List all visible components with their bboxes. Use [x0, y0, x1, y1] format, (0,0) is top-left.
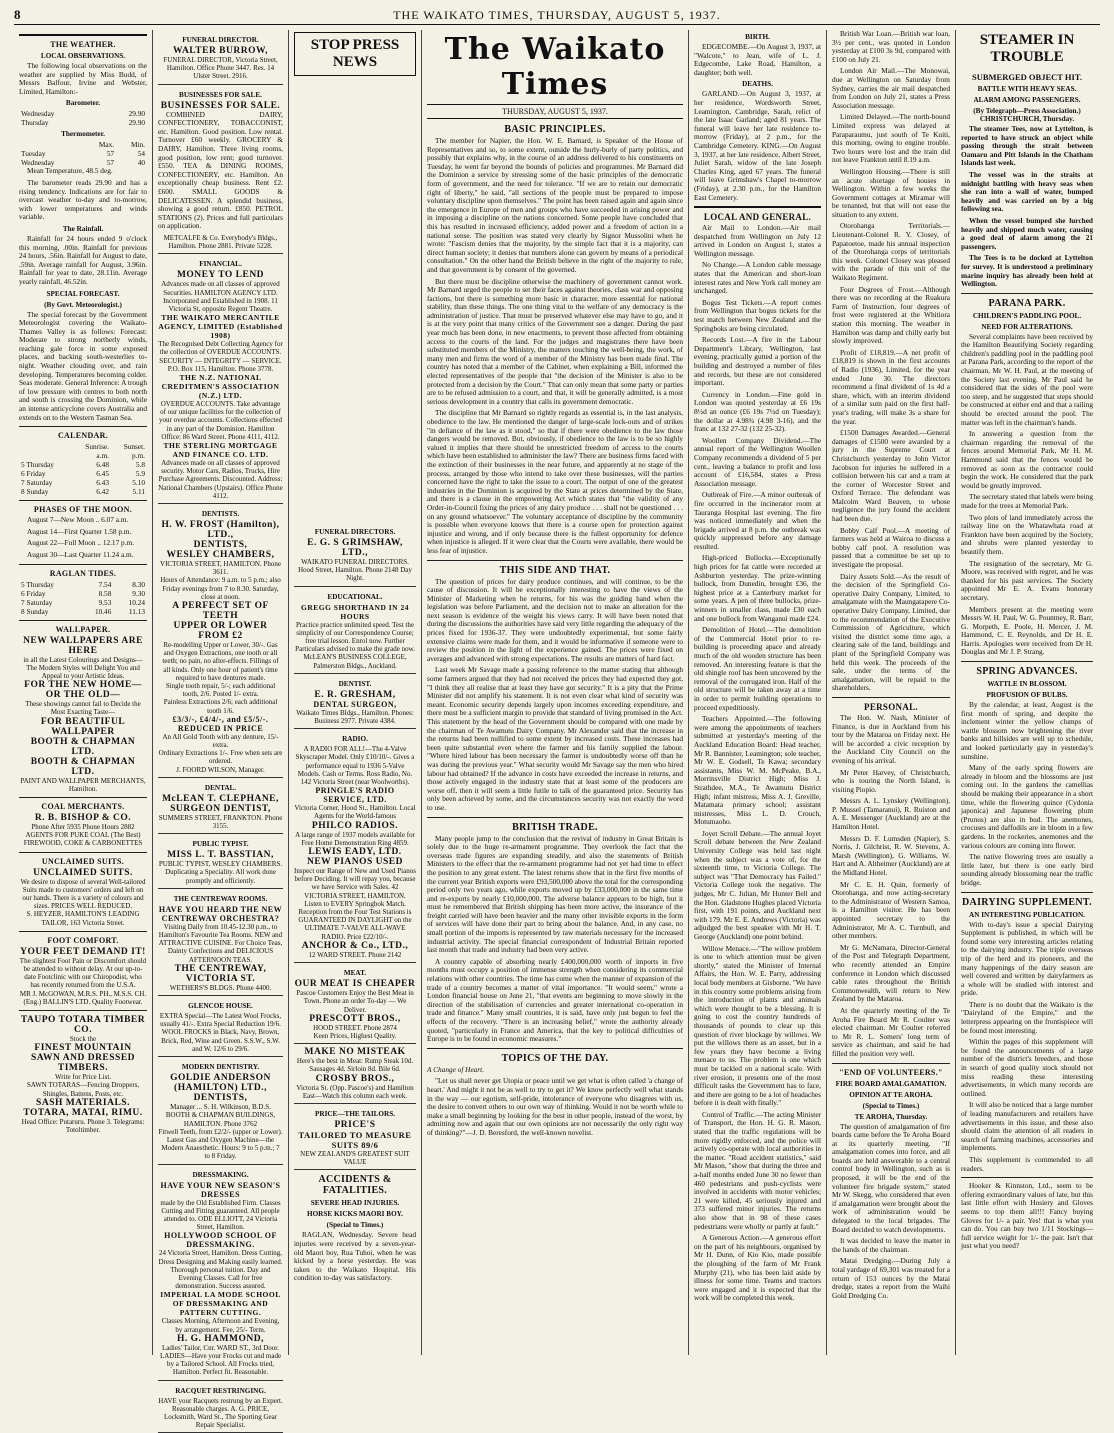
timber-line: FINEST MOUNTAIN SAWN AND DRESSED TIMBERS. — [30, 1043, 136, 1074]
table-row: 7 Saturday 9.53 10.24 — [21, 597, 145, 607]
news-item: Mr Peter Harvey, of Christchurch, who is touring the North Island, is visiting Piopio. — [832, 767, 950, 794]
accidents-heading: ACCIDENTS & FATALITIES. — [318, 1174, 392, 1197]
steamer-sub: BATTLE WITH HEAVY SEAS. — [977, 85, 1077, 93]
personal-heading: PERSONAL. — [864, 701, 918, 712]
news-item: Mr G. McNamara, Director-General of the Post and Telegraph Department, who recently attended an Empire conference in London which discussed cable rates throughout the British Commonwealth, will return to New Zealand by the Mataroa. — [832, 942, 950, 1004]
news-item: The native flowering trees are usually a little later, but there is one early bird sounding already blossoming near the traffic bridge. — [961, 852, 1093, 887]
wallpaper-title: NEW WALLPAPERS ARE HERE — [23, 635, 143, 656]
news-item: Bogus Test Tickets.—A report comes from Wellington that bogus tickets for the test match between New Zealand and the Springboks are being circulated. — [694, 297, 821, 333]
birth-heading: BIRTH. — [745, 33, 770, 41]
wallpaper-body: in all the Latest Colourings and Designs—The Modern Styles will Delight You and Appeal to your Artistic Ideas. — [23, 655, 143, 680]
calendar-table — [19, 442, 147, 496]
timber-line: Stock the — [69, 1035, 97, 1044]
spring-heading: SPRING ADVANCES. — [976, 666, 1078, 678]
news-item: Air Mail to London.—Air mail despatched from Wellington on July 12 arrived in London on August 1, states a Wellington message. — [694, 223, 821, 258]
news-item: Demolition of Hotel.—The demolition of the Commercial Hotel prior to re-building is proceeding apace and already much of the old wooden structure has been removed. An interesting feature is that the old shingle roof has been uncovered by the removal of the corrugated iron. Half of the old structure will be taken away at a time in order to permit building operations to proceed expeditiously. — [694, 625, 821, 712]
foot-heading: FOOT COMFORT. — [47, 935, 119, 945]
news-item: In answering a question from the chairman regarding the removal of the fences around Memorial Park, Mr H. M. Hammond said that the fences would be removed as soon as the contractor could begin the work. He considered that the park would be greatly improved. — [961, 429, 1093, 490]
coal-heading: COAL MERCHANTS. — [41, 802, 125, 812]
news-item: Members present at the meeting were Messrs W. H. Paul, W. G. Pountney, R. Barr, G. Morpeth, E. Poole, H. Mercer, J. M. Hammond, C. E. Reynolds, and Dr H. E. Harris. Apologies were received from Dr H. Douglas and Mr J. P. Strang. — [961, 604, 1093, 657]
leader-paragraph: But there must be discipline otherwise the machinery of government cannot work. Mr Barnard urged the people to set their faces against theories, class war and opposing factions, but there is something more basic in character, more essential for national stability, than these things. The one thing vital to the welfare of any democracy is the administration of justice. That must be preserved whatever else may have to go, and it is at the very point that many critics of the Government see a danger. During the past year much has been done, in new enactments, to prevent those affected from obtaining access to the courts of the land. For the judges and magistrates there have been substituted members of the Ministry, the matters touching the well-being, the work, of many men and firms the word of a member of the Ministry has been made final. The country has noted that a member of the Cabinet, when explaining a Bill, informed the elected representatives of the people that "the decision of the Minister is also to be protected from a decision by the Court." That can only mean that some party or parties are to be refused admission to a court, and that, it will be generally admitted, is a most serious development in a country that calls its government democratic. — [427, 276, 683, 406]
steamer-sub: ALARM AMONG PASSENGERS. — [973, 96, 1081, 104]
accidents-sub: SEVERE HEAD INJURIES. — [310, 1199, 400, 1208]
column-3 — [289, 30, 422, 1355]
news-item: £1500 Damages Awarded.—General damages of £1500 were awarded by a jury in the Supreme Court at Christchurch yesterday to John Victor Jacobson for injuries he suffered in a collision between his car and a tram at the corner of Worcester Street and Oxford Terrace. The defendant was Malcolm Ward Beaven, to whose negligence the jury found the accident had been due. — [832, 428, 950, 524]
suits-body: We desire to dispose of several Well-tailored Suits made to customers' orders and left on our hands. There is a variety of colours and sizes. PRICES WELL REDUCED. — [20, 877, 146, 911]
timber-title: TAUPO TOTARA TIMBER CO. — [20, 1015, 146, 1036]
tailor-ad: PRICE—THE TAILORS. PRICE'S TAILORED TO MEASURE SUITS 89/6 NEW ZEALAND'S GREATEST SUIT VALUE — [294, 1104, 416, 1170]
accidents-by: (Special to Times.) — [326, 1221, 384, 1230]
news-item: Bobby Calf Pool.—A meeting of farmers was held at Wairoa to discuss a bobby calf pool. A resolution was passed that a committee be set up to investigate the proposal. — [832, 525, 950, 570]
financial-ad: FINANCIAL. MONEY TO LEND Advances made on all classes of approved Securities. HAMILTON AGENCY LTD. Incorporated and Established in 1908. 11 Victoria St, opposite Regent Theatre. THE WAIKATO MERCANTILE AGENCY, LIMITED (Established 1908) The Recognised Debt Collecting Agency for the collection of OVERDUE ACCOUNTS. SECURITY — INTEGRITY — SERVICE. P.O. Box 115, Hamilton. Phone 3778. THE N.Z. NATIONAL CREDITMEN'S ASSOCIATION (N.Z.) LTD. OVERDUE ACCOUNTS. Take advantage of our unique facilities for the collection of your overdue accounts. Collections effected in any part of the Dominion. Hamilton Office: 86 Ward Street. Phone 4111, 4112. THE STERLING MORTGAGE AND FINANCE CO. LTD. Advances made on all classes of approved security. Motor Cars, Radios, Trucks, Hire Purchase Agreements. Discounted. Address: National Chambers (Upstairs). Office Phone 4112. — [158, 254, 283, 504]
foot-firm: MR J. McGOWAN, M.R.S. PH., M.S.S. CH. (Eng.) BALLIN'S LTD. Quality Footwear. — [19, 989, 147, 1006]
news-item: Willow Menace.—"The willow problem is one to which attention must be given shortly," stated the Minister of Internal Affairs, the Hon. W. E. Parry, addressing local body members at Gisborne. "We have in this country some problems arising from the introduction of plants and animals which were thought to be a blessing. It is going to cost the country hundreds of thousands of pounds to clear up this question of river blockage by willows. We put the willows there as an asset, but in a few years they have become a living menace to us. The problem is one which must be tackled on a national scale. With river erosion, it presents one of the most difficult tasks the Government has to face, and there are going to be a lot of headaches before it is dealt with finally." — [694, 943, 821, 1108]
dairy-sub: AN INTERESTING PUBLICATION. — [969, 910, 1085, 919]
glencoe-ad: GLENCOE HOUSE. EXTRA Special—The Latest Wool Frocks, usually 41/-. Extra Special Reduction 19/6. WOOL FROCKS in Black, Navy, Brown, Brick, Red, Wine and Green. S.S.W., S.W. and W. 12/6 to 29/6. — [158, 996, 283, 1057]
rain-text: Rainfall for 24 hours ended 9 o'clock this morning, .00in. Rainfall for previous 24 hours, .56in. Rainfall for August to date, .59in. Average rainfall for August, 3.96in. Rainfall for year to date, 28.11in. Average yearly rainfall, 46.52in. — [19, 233, 147, 286]
masthead: The Waikato Times — [444, 32, 666, 102]
meat-ad: MEAT. OUR MEAT IS CHEAPER Pascoe Customers Enjoy the Best Meat in Town. Phone an order To-day — We Deliver. PRESCOTT BROS., HOOD STREET. Phone 2874 Keen Prices, Highest Quality. — [294, 963, 416, 1044]
leader-column — [422, 30, 689, 1355]
table-row: 7 Saturday 6.43 5.10 — [21, 478, 145, 488]
running-title: THE WAIKATO TIMES, THURSDAY, AUGUST 5, 1937. — [393, 8, 721, 22]
weather-intro: The following local observations on the weather are supplied by Miss Budd, of Messrs Balfour, Irvine and Webster, Limited, Hamilton:- — [19, 61, 147, 96]
birth-notice: EDGECOMBE.—On August 3, 1937, at "Walcote," to Jean, wife of L. J. Edgecombe, Lake Road, Hamilton, a daughter; both well. — [694, 42, 821, 77]
dentist-gresham-ad: DENTIST. E. R. GRESHAM, DENTAL SURGEON, Waikato Times Bldgs., Hamilton. Phones: Business 2977. Private 4384. — [294, 674, 416, 729]
dental-ad: DENTAL. McLEAN T. CLEPHANE, SURGEON DENTIST, SUMMERS STREET, FRANKTON. Phone 3155. — [158, 778, 283, 834]
news-item: Teachers Appointed.—The following were among the appointments of teachers submitted at yesterday's meeting of the Auckland Education Board: Head teacher, Mr R. Bannister, Leamington; sole teacher, Mr W. E. Godsell, Te Kawa; secondary assistants, Miss W. M. McPeake, B.A., Morrinsville District High; Miss J. Strathdee, M.A., Te Awamutu District High; infant mistress, Miss A. J. Greville, Matamata primary school; assistant mistresses, Miss L. D. Crouch, Motumaoho. — [694, 714, 821, 827]
news-item: The vessel was in the straits at midnight battling with heavy seas when she ran into a wall of water, bumped heavily and was carried on by a big following sea. — [961, 169, 1093, 214]
table-row: Tuesday 57 54 — [21, 149, 145, 159]
timber-line: Write for Price List. — [54, 1073, 112, 1082]
news-item: The Hon. W. Nash, Minister of Finance, is due in Auckland from his tour by the Mataroa on Friday next. He will be accorded a civic reception by the Auckland City Council on the evening of his arrival. — [832, 712, 950, 765]
coal-body: Phone After 5935 Phone Hours 2882 AGENTS FOR PUKE COAL (The Best) FIREWOOD, COKE & CARBONETTES — [23, 823, 143, 848]
leader-paragraph: Many people jump to the conclusion that the revival of industry in Great Britain is solely due to the huge re-armament programme. They overlook the fact that the overseas trade figures are expanding steadily, and also the statements of British Ministers to the effect that the re-armament programme had not yet had time to effect the position to any great extent. The latest returns show that in the first five months of the current year British exports were £93,500,000 above the total for the corresponding period only two years ago, while exports moved up by £33,000,000 in the same time and re-exports by nearly £10,000,000. The adverse balance appears to be high, but it must be remembered that British shipping has been more active, the insurance of the freight carried will have been heavier and the many other invisible exports in the form of services will have done their part to bring about the balance. And, in any case, no small portion of the imports is represented by raw materials necessary for the increased industrial activity. The special financial correspondent of Industrial Britain reported last month that trade and industry had been very active. — [427, 833, 683, 955]
news-item: Woollen Company Dividend.—The annual report of the Wellington Woollen Company recommends a dividend of 5 per cent., leaving a balance to profit and loss account of £16,584, states a Press Association message. — [694, 435, 821, 488]
wallpaper-firm: BOOTH & CHAPMAN LTD. — [30, 736, 136, 757]
news-item: Otorohanga Territorials.—Lieutenant-Colonel R. Y. Closey, of Papatoetoe, made his annual inspection of the Otorohanga corps of territorials this week. Colonel Closey was pleased with the parade of this unit of the Waikato Regiment. — [832, 221, 950, 283]
topic-title: A Change of Heart. — [427, 1064, 485, 1074]
this-side-heading: THIS SIDE AND THAT. — [499, 564, 611, 576]
accidents-sub2: HORSE KICKS MAORI BOY. — [307, 1210, 403, 1219]
wallpaper-firm: BOOTH & CHAPMAN LTD. — [30, 756, 136, 777]
forecast-label: SPECIAL FORECAST. — [46, 289, 120, 298]
dentist-ad: DENTISTS. H. W. FROST (Hamilton), LTD., DENTISTS, WESLEY CHAMBERS, VICTORIA STREET, HAMILTON. Phone 3611. Hours of Attendance: 9 a.m. to 5 p.m.; also Friday evenings from 7 to 8.30. Saturday, close at noon. A PERFECT SET OF TEETH UPPER OR LOWER FROM £2 Re-modelling Upper or Lower, 30/-. Gas and Oxygen Extractions, one tooth or all teeth; no pain, no after-effects. Fillings of all kinds. Only one hour of patient's time required to have dentures made. Single tooth repair, 5/-; each additional tooth, 2/6. Posted 1/- extra. Painless Extractions 2/6; each additional tooth 1/6. £3/3/-, £4/4/-, and £5/5/-. REDUCED IN PRICE An All Gold Tooth with any denture, 15/- extra. Ordinary Extractions 1/-. Free when sets are ordered. J. FOORD WILSON, Manager. — [158, 504, 283, 778]
parana-sub: NEED FOR ALTERATIONS. — [981, 322, 1073, 331]
typist-ad: PUBLIC TYPIST. MISS L. T. BASSTIAN, PUBLIC TYPIST, WESLEY CHAMBERS. Duplicating a Speciality. All work done promptly and efficiently. — [158, 834, 283, 889]
column-6 — [827, 30, 956, 1355]
leader-heading: BASIC PRINCIPLES. — [504, 124, 606, 135]
rain-label: The Rainfall. — [62, 224, 104, 233]
news-item: The secretary stated that labels were being made for the trees at Memorial Park. — [961, 492, 1093, 510]
moon-row: August 14—First Quarter 1.58 p.m. — [27, 526, 132, 536]
running-header — [14, 6, 1100, 25]
fire-board-place: TE AROHA, Thursday. — [854, 1112, 928, 1121]
stop-press-heading: STOP PRESS NEWS — [294, 32, 416, 76]
news-item: Joyet Scroll Debate.—The annual Joyet Scroll debate between the New Zealand University College was held last night when the subject was a vote of, for the sixteenth time, to Victoria College. The subject was "That Democracy has Failed." Victoria College took the negative. The judges, Mr C. Julian, Mr Hunter Bell and the Hon. Gladstone Hughes placed Victoria first, with 191 points, and Auckland next with 179. Mr E. E. Andrews (Victoria) was adjudged the best speaker with Mr H. T. George (Auckland) one point behind. — [694, 828, 821, 941]
foot-body: The slightest Foot Pain or Discomfort should be attended to without delay. At our up-to-date Footclinic with our Chiropodist, who has recently returned from the U.S.A. — [19, 956, 147, 990]
leader-paragraph: The question of prices for dairy produce continues, and will continue, to be the cause of discussion. It will be exceptionally interesting to have the views of the Minister of Marketing when he returns, for his was the guiding hand when the legislation was before Parliament, and the decision not to make an alteration for the next season is evidence of the weight his views carry. It will have been noted that during the discussions the authorities have said very little regarding the adequacy of the prices fixed for 1936-37. They were undoubtedly experimental, but some fairly extensive claims were made for them, and it would be informative if someone were to review the position in the light of the experience gained. The prices were fixed on averages and advanced with strong expectations. The results are matters of hard fact. — [427, 576, 683, 663]
news-item: The Tees is to be docked at Lyttelton for survey. It is understood a preliminary marine inquiry has already been held at Wellington. — [961, 253, 1093, 289]
british-trade-heading: BRITISH TRADE. — [512, 821, 598, 833]
accidents-body: RAGLAN, Wednesday. Severe head injuries were received by a seven-year-old Maori boy, Rua Tuhoi, when he was kicked by a horse yesterday. He was taken to the Waikato Hospital. His condition to-day was satisfactory. — [294, 1230, 416, 1283]
steamer-byline: (By Telegraph—Press Association.) CHRISTCHURCH, Thursday. — [973, 107, 1081, 123]
timber-line: SAWN TOTARAS—Fencing Droppers, Shingles, Battens, Posts, etc. — [26, 1081, 140, 1098]
table-row: 6 Friday 8.58 9.30 — [21, 588, 145, 598]
suits-heading: UNCLAIMED SUITS. — [41, 856, 125, 866]
educational-ad: EDUCATIONAL. GREGG SHORTHAND IN 24 HOURS Practice practice unlimited speed. Test the simplicity of our Correspondence Course; free trial lesson. Enrol now. Further Particulars advised to make the grade now. McLEAN'S BUSINESS COLLEGE, Palmerston Bldgs., Auckland. — [294, 587, 416, 674]
news-item: The question of amalgamation of fire boards came before the Te Aroha Board at its quarterly meeting. "If amalgamation comes into force, and all boards are held answerable to a central control body in Wellington, such as is proposed, it will be the end of the volunteer fire brigade system," stated Mr W. Skegg, who considered that even if amalgamation were brought about the work of administration would be delegated to the local brigades. The Board decided to watch developments. — [832, 1121, 950, 1234]
news-item: Control of Traffic.—The acting Minister of Transport, the Hon. H. G. R. Mason, stated that the traffic regulations will be more rigidly enforced, and the police will actively co-operate with local authorities in the matter. "Road accident statistics," said Mr Mason, "show that during the three and a-half months ended June 30 no fewer than 460 pedestrians and push-cyclists were involved in accidents with motor vehicles; 21 were killed, 45 seriously injured and 373 suffered minor injuries. The returns also show that in 98 of these cases pedestrians were wholly or partly at fault." — [694, 1109, 821, 1231]
weather-heading: THE WEATHER. — [50, 40, 116, 49]
table-row: Max. Min. — [98, 140, 145, 150]
spring-sub: PROFUSION OF BULBS. — [986, 691, 1068, 700]
moon-row: August 30—Last Quarter 11.24 a.m. — [27, 550, 134, 559]
table-row: a.m. p.m. — [96, 451, 145, 461]
table-row: 8 Sunday 6.42 5.11 — [21, 487, 145, 497]
suits-title: UNCLAIMED SUITS. — [33, 867, 133, 878]
column-5 — [689, 30, 827, 1355]
news-item: Dairy Assets Sold.—As the result of the decision of the Springfield Co-operative Dairy Company, Limited, to amalgamate with the Maungatapere Co-operative Dairy Company, Limited, due to the recommendation of the Executive Commission of Agriculture, which visited the district some time ago, a clearing sale of the land, buildings and plant of the Springfield Company was held this week. The proceeds of the sale, under the terms of the amalgamation, will be repaid to the shareholders. — [832, 571, 950, 693]
barometer-table — [19, 109, 147, 127]
column-2 — [153, 30, 289, 1430]
news-item: When the vessel bumped she lurched heavily and shipped much water, causing a good deal of alarm among the 21 passengers. — [961, 215, 1093, 251]
moon-heading: PHASES OF THE MOON. — [33, 505, 133, 515]
news-item: Wellington Housing.—There is still an acute shortage of houses in Wellington. Within a few weeks the Government cottages at Miramar will be tenanted, but that will not ease the situation to any extent. — [832, 166, 950, 219]
racquet-ad: RACQUET RESTRINGING. HAVE your Racquets restrung by an Expert. Reasonable charges. A. G. PRICE, Locksmith, Ward St., The Sporting Gear Repair Specialist. — [158, 1381, 283, 1433]
stop-press-blank — [294, 82, 416, 522]
fire-board-heading: FIRE BOARD AMALGAMATION. — [835, 1079, 947, 1088]
column-1 — [14, 30, 153, 1355]
barometer-label: Barometer. — [65, 99, 101, 108]
thermo-table — [19, 140, 147, 167]
leader-paragraph: The discipline that Mr Barnard so rightly regards as essential is, in the last analysis, obedience to the law. He mentioned the danger of large-scale lock-outs and of strikes "in defiance of the law as it stood," so that if there were obedience to the law those dangers would be removed. But, obviously, if obedience to the law is to be so highly valued it implies that there should be unrestricted freedom of access to the courts which have been established to administer the law? There are business firms faced with the extinction of their businesses in the near future, and apparently at no stage of the process, arranged by those who intend to take over these businesses, will the parties concerned have the right to take the issue to a court. The output of one of the greatest industries in the Dominion is acquired by the State at prices determined by the State, and there is a clause in the empowering Act which states that "the validity of any Order-in-Council fixing the prices of any dairy produce . . . shall not be questioned . . . on any ground whatsoever." The voluntary acceptance of discipline by the community is possible when everyone knows that there is a course open for protection against injustice and wrong, and if only because there is the fullest opportunity for defence when injustice is alleged. If it were clear that the Courts were available, there would be less fear of injustice. — [427, 408, 683, 555]
column-7 — [956, 30, 1098, 1355]
tides-table — [19, 580, 147, 616]
funeral-ad: FUNERAL DIRECTOR. WALTER BURROW, FUNERAL DIRECTOR, Victoria Street, Hamilton. Office Phone 3447. Res. 14 Ulster Street. 2916. — [158, 30, 283, 85]
moon-row: August 7—New Moon .. 6.07 a.m. — [27, 515, 129, 525]
leader-paragraph: "Let us shall never get Utopia or peace until we get what is often called 'a change of heart.' And might it not be as well to try to get it? We know perfectly well what stands in the way — our egotism, self-pride, intolerance of everyone who disagrees with us, the desire to convert others to our own way of thinking. Would it not be worth while to make a small beginning by looking for the best in other people, instead of the worst, by admitting now and again that our own opinions are not necessarily the only right way of thinking?"—J. D. Beresford, the well-known novelist. — [427, 1076, 683, 1137]
news-item: It will also be noticed that a large number of leading manufacturers and retailers have advertisements in this issue, and these also should claim the attention of all readers in search of farming machines, accessories and implements. — [961, 1100, 1093, 1153]
news-item: A Generous Action.—A generous effort on the part of his neighbours, organised by Mr H. Dunn, of Kio Kio, made possible the ploughing of the farm of Mr Frank Murphy (21), who has been laid aside by illness for some time. Teams and tractors were engaged and it is expected that the work will be completed this week. — [694, 1233, 821, 1303]
coal-firm: R. B. BISHOP & CO. — [34, 813, 132, 824]
funeral-directors-ad: FUNERAL DIRECTORS. E. G. S GRIMSHAW, LTD., WAIKATO FUNERAL DIRECTORS. Hood Street, Hamilton. Phone 2148 Day Night. — [294, 522, 416, 587]
timber-line: Head Office: Putaruru. Phone 3. Telegrams: Totoltimber. — [21, 1117, 145, 1135]
table-row: Wednesday 29.90 — [21, 109, 145, 119]
forecast-by: (By Govt. Meteorologist.) — [44, 300, 122, 309]
news-item: The steamer Tees, now at Lyttelton, is reported to have struck an object while passing through the strait between Oamaru and Pitt Islands in the Chatham Islands last week. — [961, 124, 1093, 168]
table-row: 8 Sunday 10.46 11.13 — [21, 606, 145, 616]
parana-heading: PARANA PARK. — [988, 297, 1066, 309]
news-item: British War Loan.—British war loan, 3½ per cent., was quoted in London yesterday at £100 3s 9d, compared with £100 on July 21. — [832, 29, 950, 64]
steamer-heading: STEAMER IN TROUBLE — [979, 32, 1075, 65]
moon-row: August 22—Full Moon .. 12.17 p.m. — [27, 538, 135, 548]
dairy-heading: DAIRYING SUPPLEMENT. — [962, 896, 1092, 908]
local-general-heading: LOCAL AND GENERAL. — [703, 212, 812, 223]
radio-ad: RADIO. A RADIO FOR ALL!—The 4-Valve Skyscraper Model. Only £10/10/-. Gives a performance equal to 1936 5-Valve Models. Cash or Terms. Ross Radio, No. 142 Victoria Street (near Woolworths). PRINGLE'S RADIO SERVICE, LTD. Victoria Corner, Hood St., Hamilton. Local Agents for the World-famous PHILCO RADIOS. A large range of 1937 models available for Free Home Demonstration Ring 4859. LEWIS EADY, LTD. NEW PIANOS USED Inspect our Range of New and Used Pianos before Deciding. It will repay you, because we have Service with Sales. 42 VICTORIA STREET, HAMILTON. Listen to EVERY Springbok Match. Reception from the Four Test Stations is GUARANTEED IN DAYLIGHT on the ULTIMATE 7-VALVE ALL-WAVE RADIO. Price £22/10/-. ANCHOR & Co., LTD., 12 WARD STREET. Phone 2142 — [294, 729, 416, 963]
news-item: London Air Mail.—The Monowai, due at Wellington on Saturday from Sydney, carries the air mail despatched from London on July 21, states a Press Association message. — [832, 66, 950, 110]
mean-temp: Mean Temperature, 48.5 deg. — [27, 166, 113, 176]
orchestra-ad: THE CENTREWAY ROOMS. HAVE YOU HEARD THE NEW CENTREWAY ORCHESTRA? Visiting Daily from 10.45-12.30 p.m., to Hamilton's Favourite Tea Rooms. NEW and ATTRACTIVE CUISINE. For Choice Teas, Dainty Confections and DELICIOUS AFTERNOON TEAS. THE CENTREWAY, VICTORIA ST. WETHERS'S BLDGS. Phone 4400. — [158, 889, 283, 996]
thermo-label: Thermometer. — [61, 130, 105, 139]
baro-text: The barometer reads 29.90 and has a rising tendency. Indications are for fair to overcast weather to-day and to-morrow, with lower temperatures and winds variable. — [19, 177, 147, 222]
suits-firm: S. HEYZER, HAMILTON'S LEADING TAILOR, 163 Victoria Street. — [26, 910, 140, 927]
news-item: At the quarterly meeting of the Te Aroha Fire Board Mr R. Coulter was elected chairman. Mr Coulter referred to Mr R. L. Somers' long term of service as chairman, and said he had filled the position very well. — [832, 1005, 950, 1058]
news-item: High-priced Bullocks.—Exceptionally high prices for fat cattle were recorded at Ashburton yesterday. The prize-winning bullock, from Dunedin, brought £36, the highest price at a Canterbury market for some years. A pen of three bullocks, prize-winners in smaller class, made £30 each and one bullock from Wanganui made £24. — [694, 553, 821, 623]
news-item: Two plots of land immediately across the railway line on the Whatawhata road at Frankton have been acquired by the Society, and shrubs were planted yesterday to beautify them. — [961, 512, 1093, 556]
parana-sub: CHILDREN'S PADDLING POOL. — [972, 311, 1082, 320]
volunteers-heading: "END OF VOLUNTEERS." — [839, 1067, 943, 1077]
wallpaper-heading: WALLPAPER. — [55, 624, 111, 634]
wallpaper-line: FOR BEAUTIFUL WALLPAPER — [40, 716, 126, 737]
news-item: Currency in London.—Fine gold in London was quoted yesterday at £6 19s 8½d an ounce (£6 19s 7½d on Tuesday); the dollar at 4.98¾ (4.98 3-16), and the franc at 132 27-32 (132 25-32). — [694, 389, 821, 434]
news-item: Mr C. E. H. Quin, formerly of Otorohanga, and now acting-secretary to the Administrator of Western Samoa, is a Hamilton visitor. He has been appointed secretary to the Administrator, Mr A. C. Turnbull, and other members. — [832, 879, 950, 941]
death-notice: GARLAND.—On August 3, 1937, at her residence, Wordsworth Street, Leamington, Cambridge, Sarah, relict of the late Isaac Garland; aged 81 years. The funeral will leave her late residence to-morrow (Friday), at 2 p.m., for the Cambridge Cemetery. KING.—On August 3, 1937, at her late residence, Albert Street, Juliet Sarah, widow of the late Joseph Charles King, aged 67 years. The funeral will leave Grimshaw's Chapel to-morrow (Friday), at 2.30 p.m., for the Hamilton East Cemetery. — [694, 89, 821, 202]
masthead-date: THURSDAY, AUGUST 5, 1937. — [427, 104, 683, 119]
news-item: Hooker & Kinnston, Ltd., seem to be offering extraordinary values of late, but this last little effort with Hosiery and Gloves seems to top them all!!! Fancy buying Gloves for 1/- a pair. Yes! that is what you can do. You can buy two 1/11 Stockings—full service weight for 1/- the pair. Isn't that just what you need? — [961, 1181, 1093, 1251]
spring-sub: WATTLE IN BLOSSOM. — [987, 680, 1067, 689]
news-item: Outbreak of Fire.—A minor outbreak of fire occurred in the incinerator room at Tauranga Hospital last evening. The fire was noticed immediately and when the brigade arrived at 8 p.m. the outbreak was quickly suppressed before any damage resulted. — [694, 490, 821, 551]
news-item: With to-day's issue a special Dairying Supplement is published, in which will be found some very interesting articles relating to the dairying industry. The triple overseas trip of the herd and its pioneers, and the many happenings of the dairy season are well covered and written by dairyfarmers as a whole will be studied with interest and pride. — [961, 919, 1093, 998]
table-row: Sunrise. Sunset. — [85, 442, 145, 452]
news-item: Several complaints have been received by the Hamilton Beautifying Society regarding children's paddling pool in the paddling pool at Parana Park, according to the report of the chairman, Mr W. H. Paul, at the meeting of the Society last evening. Mr Paul said he considered that the sides of the pool were too steep, and he suggested that steps should be constructed at either end and that a railing should be erected around the pool. The matter was left in the chairman's hands. — [961, 331, 1093, 427]
steamer-sub: SUBMERGED OBJECT HIT. — [972, 72, 1082, 82]
table-row: Thursday 29.90 — [21, 118, 145, 128]
news-item: Within the pages of this supplement will be found the announcements of a large number of the district's breeders, and those in search of good quality stock should not miss reading these interesting advertisements, in which many records are outlined. — [961, 1037, 1093, 1098]
table-row: 5 Thursday 7.54 8.30 — [21, 579, 145, 589]
deaths-heading: DEATHS. — [742, 80, 773, 89]
news-item: Matai Dredging.—During July a total yardage of 69,301 was treated for a return of 153 ounces by the Matai dredge, states a report from the Waihi Gold Dredging Co. — [832, 1256, 950, 1300]
business-ad: BUSINESSES FOR SALE. BUSINESSES FOR SALE. COMBINED DAIRY, CONFECTIONERY, TOBACCONIST, etc. Hamilton. Good position. Low rental. Turnover £60 weekly. GROCERY & DAIRY, Hamilton. Three living rooms, good position, low rent; good turnover. £550. TEA & DINING ROOMS, CONFECTIONERY, etc. Hamilton. An exceptionally cheap business. Rent £2. £600. SMALL GOODS & DELICATESSEN. A splendid business, showing a good return. £850. PETROL STATIONS (2). Prices and full particulars on application. METCALFE & Co. Everybody's Bldgs., Hamilton. Phone 2881. Private 5228. — [158, 85, 283, 255]
wallpaper-line: FOR THE NEW HOME— OR THE OLD— — [24, 680, 142, 701]
news-item: This supplement is commended to all readers. — [961, 1154, 1093, 1173]
table-row: Wednesday 57 40 — [21, 158, 145, 168]
leader-paragraph: A country capable of absorbing nearly £400,000,000 worth of imports in five months must occupy a position of immense strength when considering its commercial relations with other countries. The time has come when the manner of expansion of the trade of a country becomes a matter of vital importance. "It would seem," wrote a London financial house on June 21, "that events are beginning to move slowly in the direction of the stabilisation of currencies and greater international co-operation in trade and finance." Many small countries, it is said, have only just begun to feel the effects of the recovery. "There is an increasing belief," wrote the authority already quoted, "particularly in France and America, that the key to political difficulties of Europe is to be found in economic measures." — [427, 956, 683, 1044]
dressmaking-ad: DRESSMAKING. HAVE YOUR NEW SEASON'S DRESSES made by the Old Established Firm. Classes Cutting and Fitting guaranteed. All people attended to. ODE ELLIOTT, 24 Victoria Street, Hamilton. HOLLYWOOD SCHOOL OF DRESSMAKING. 24 Victoria Street, Hamilton. Dress Cutting, Dress Designing and Making easily learned. Thorough personal tuition. Day and Evening Classes. Call for free demonstration. Success assured. IMPERIAL LA MODE SCHOOL OF DRESSMAKING AND PATTERN CUTTING. Classes Morning, Afternoon and Evening, by arrangement. Fee, 25/- Term. H. G. HAMMOND, Ladies' Tailor, Cnr. WARD ST., 3rd Door. LADIES—Have your Frocks cut and made by a Tailored School. All Frocks tried, Hamilton. Perfect fit. Reasonable. — [158, 1165, 283, 1381]
news-item: It was decided to leave the matter in the hands of the chairman. — [832, 1236, 950, 1254]
wallpaper-line: PAINT AND WALLPAPER MERCHANTS, Hamilton. — [20, 776, 146, 793]
foot-title: YOUR FEET DEMAND IT! — [20, 946, 146, 957]
calendar-heading: CALENDAR. — [57, 431, 109, 441]
modern-dentistry-ad: MODERN DENTISTRY. GOLDIE ANDERSON (HAMILTON) LTD., DENTISTS, Manager ... S. H. Wilkinson, B.D.S. BOOTH & CHAPMAN BUILDINGS, HAMILTON. Phone 3762 Fitwell Teeth, from £2/2/- (upper or Lower). Latest Gas and Oxygen Machine—the Modern Anaesthetic. Hours: 9 to 5 p.m.; 7 to 8 Friday. — [158, 1057, 283, 1164]
news-item: No Change.—A London cable message states that the American and short-loan interest rates and New York call money are unchanged. — [694, 260, 821, 296]
tides-heading: RAGLAN TIDES. — [49, 568, 117, 578]
fire-board-sub: OPINION AT TE AROHA. — [849, 1090, 933, 1099]
fire-board-by: (Special to Times.) — [862, 1101, 920, 1110]
page-number: 8 — [14, 7, 21, 22]
misteak-ad: MAKE NO MISTEAK Here's the best in Meat: Rump Steak 10d. Sausages 4d. Sirloin 8d. Bile 6d. CROSBY BROS., Victoria St. (Opp. Pascoe's) and Hamilton East—Watch this column each week. — [294, 1044, 416, 1104]
timber-line: SASH MATERIALS. TOTARA, MATAI, RIMU. — [23, 1097, 143, 1118]
news-item: By the calendar, at least, August is the first month of spring, and despite the inclement winter the yellow clumps of wattle blossom now brightening the river banks and hillsides are well up to schedule, and looked particularly gay in yesterday's sunshine. — [961, 700, 1093, 761]
topics-heading: TOPICS OF THE DAY. — [501, 1052, 609, 1064]
local-obs-heading: LOCAL OBSERVATIONS. — [40, 52, 126, 60]
news-item: There is no doubt that the Waikato is the "Dairyland of the Empire," and the letterpress appearing on the frontispiece will be found most interesting. — [961, 999, 1093, 1035]
wallpaper-line: These showings cannot fail to Decide the Most Exacting Taste— — [25, 700, 141, 717]
news-item: Profit of £18,819.—A net profit of £18,819 is shown in the first accounts of Radio (1936), Limited, for the year ended June 30. The directors recommend a final dividend of 1s 4d a share, which, with an interim dividend of a similar sum paid on the first half-year's trading, will make 3s a share for the year. — [832, 347, 950, 426]
news-item: Many of the early spring flowers are already in bloom and the blossoms are just coming out. In the gardens the camellias should be making their appearance in a short time, while the flowering quince (Cydonia japonica) and Japanese flowering plum (Prunus) are also in bud. The anemones, crocuses and daffodils are in bloom in a few gardens. In the rockeries, anemones and the various colours are coming into flower. — [961, 763, 1093, 850]
news-item: Four Degrees of Frost.—Although there was no recording at the Ruakura Farm of Instruction, four degrees of frost were registered at the Whitiora station this morning. The weather in Hamilton was damp and chilly early but slowly improved. — [832, 284, 950, 346]
table-row: 6 Friday 6.45 5.9 — [21, 469, 145, 479]
leader-paragraph: The member for Napier, the Hon. W. E. Barnard, is Speaker of the House of Representatives and so, to some extent, outside the hurly-burly of party politics, and possibly that explains why, in the course of an address delivered to his constituents on Tuesday, he went far beyond the bounds of policies and programmes. Mr Barnard did the Dominion a service by stressing some of the basic principles of the democratic form of government, and the need for tolerance. "If we are to retain our democratic right of liberty," he said, "all sections of the people must be prepared to impose voluntary discipline upon themselves." The point has been raised again and again since the emergence in Europe of men and groups who have succeeded in arising power and in imposing a discipline on the nations concerned. Some people have concluded that this has resulted in increased efficiency, added power and a freedom of action in a national sense. The position was stated very clearly by Signor Mussolini when he wrote: "Fascism denies that the majority, by the simple fact that it is a majority, can direct human society; it denies that numbers alone can govern by means of a periodical consultation." On the other hand the British believe in the right of the majority to rule, and that government is by consent of the governed. — [427, 136, 683, 274]
news-item: Limited Delayed.—The north-bound Limited express was delayed at Paraparaumu, just south of Te Kuiti, this morning, owing to engine trouble. Two hours were lost and the train did not leave Frankton until 8.19 a.m. — [832, 112, 950, 165]
table-row: 5 Thursday 6.48 5.8 — [21, 460, 145, 470]
news-item: The resignation of the secretary, Mr G. Moore, was received with regret, and he was thanked for his past services. The Society appointed Mr E. A. Evans honorary secretary. — [961, 558, 1093, 602]
news-item: Messrs D. F. Lumsden (Napier), S. Norris, J. Gilchrist, R. W. Stevens, A. Marsh (Wellington), G. Williams, W. Hart and A. Altheimer (Auckland) are at the Midland Hotel. — [832, 833, 950, 878]
news-item: Messrs A. L. Lynskey (Wellington), P. Mussel (Tamaranui), R. Ruiston and A. E. Messenger (Auckland) are at the Hamilton Hotel. — [832, 796, 950, 832]
forecast-text: The special forecast by the Government Meteorologist covering the Waikato-Thames Valley is as follows: Forecast: Moderate to strong northerly winds, reaching gale force in some exposed places, and backing south-westerlies to-night. Weather clouding over, and rain developing. Temperatures becoming colder. Seas moderate. General Inference: A trough of low pressure with centres to both north and south is crossing the Dominion, while an intense anticyclone covers Australia and extends on to the Western Tasman Sea. — [19, 309, 147, 422]
news-item: Records Lost.—A fire in the Labour Department's Library, Wellington, last evening, practically gutted a portion of the building and destroyed a number of files and records, but these are not considered important. — [694, 335, 821, 388]
leader-paragraph: Last week Mr Savage made a passing reference to the matter stating that although some farmers argued that they had not received the prices they had expected they got, "I think they all realise that at least they have got security." It is a pity that the Prime Minister did not amplify his statement. It is not even clear what kind of security was meant. Economic security depends largely upon incomes exceeding expenditure, and there must be a sufficient margin to provide that standard of living promised in the Act. This statement by the head of the Government should be compared with one made by the chairman of Te Awamutu Dairy Company. Mr Alexander said that the increase in the returns had been nullified to some extent by increased costs. These increases had been quite substantial even where the farmer and his family supplied the labour. "Where hired labour has been necessary the farmer is undoubtedly worse off than he was during the previous year." What security would Mr Savage say the men who hired labour had obtained? If the advance in costs have exceeded the increase in returns, and those actively engaged in the industry state that at least some of the producers are worse off, then it will seem a little futile to talk of the guaranteed price. Security has only been achieved by some, and the circumstances security was not exactly the word to use. — [427, 665, 683, 812]
